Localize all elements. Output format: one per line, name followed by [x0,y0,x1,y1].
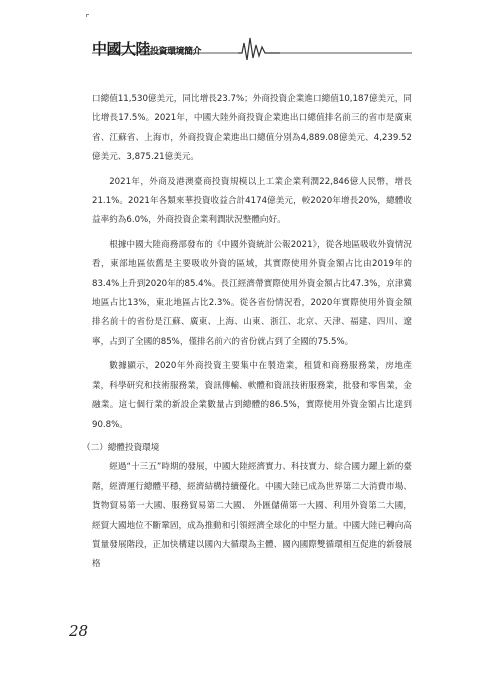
body-text [82,90,412,575]
page-number: 28 [69,622,89,640]
header-rule-decoration [0,0,480,60]
paragraph-continuation: 口總值11,530億美元，同比增長23.7%；外商投資企業進口總值10,187億美元，同比增長17.5%。2021年，中國大陸外商投資企業進出口總值排名前三的省市是廣東省、江蘇省、上海市，外商投資企業進出口總值分別為4,889.08億美元、4,239.52億美元、3,875.21億美元。 [92,94,412,163]
section-heading: （二）總體投資環境 [82,442,160,453]
header-corner-mark-left-vertical [86,14,87,17]
paragraph: 經過“十三五”時期的發展，中國大陸經濟實力、科技實力、綜合國力躍上新的臺階，經濟運行總體平穩，經濟結構持續優化。中國大陸已成為世界第二大消費市場、貨物貿易第一大國、服務貿易第二大國、 外匯儲備第一大國、利用外資第二大國，經貿大國地位不斷鞏固，成為推動和引領經濟全球化的中堅力量。中國大陸已轉向高質量發展階段，正加快構建以國內大循環為主體、國內國際雙循環相互促進的新發展格 [92,462,412,570]
paragraph: 2021年，外商及港澳臺商投資規模以上工業企業利潤22,846億人民幣，增長21.1%。2021年各類來華投資收益合計4174億美元，較2020年增長20%，總體收益率約為6.0%，外商投資企業利潤狀況整體向好。 [92,176,412,226]
header-title [92,38,201,59]
header-title-large: 中國大陸 [92,40,151,58]
paragraph: 數據顯示，2020年外商投資主要集中在製造業，租賃和商務服務業，房地產業，科學研究和技術服務業，資訊傳輸、軟體和資訊技術服務業，批發和零售業，金融業。這七個行業的新設企業數量占到總體的86.5%，實際使用外資金額占比達到90.8%。 [92,361,412,430]
paragraph: 根據中國大陸商務部發布的《中國外資統計公報2021》，從各地區吸收外資情況看，東部地區依舊是主要吸收外資的區域，其實際使用外資金額占比由2019年的83.4%上升到2020年的85.4%。長江經濟帶實際使用外資金額占比47.3%，京津冀地區占比13%，東北地區占比2.3%。從各省份情況看，2020年實際使用外資金額排名前十的省份是江蘇、廣東、上海、山東、浙江、北京、天津、福建、四川、遼寧，占到了全國的85%，僅排名前六的省份就占到了全國的75.5%。 [92,239,412,347]
page-header [0,0,480,60]
heartbeat-wave-icon [238,38,280,60]
header-title-small: 投資環境簡介 [150,47,202,57]
